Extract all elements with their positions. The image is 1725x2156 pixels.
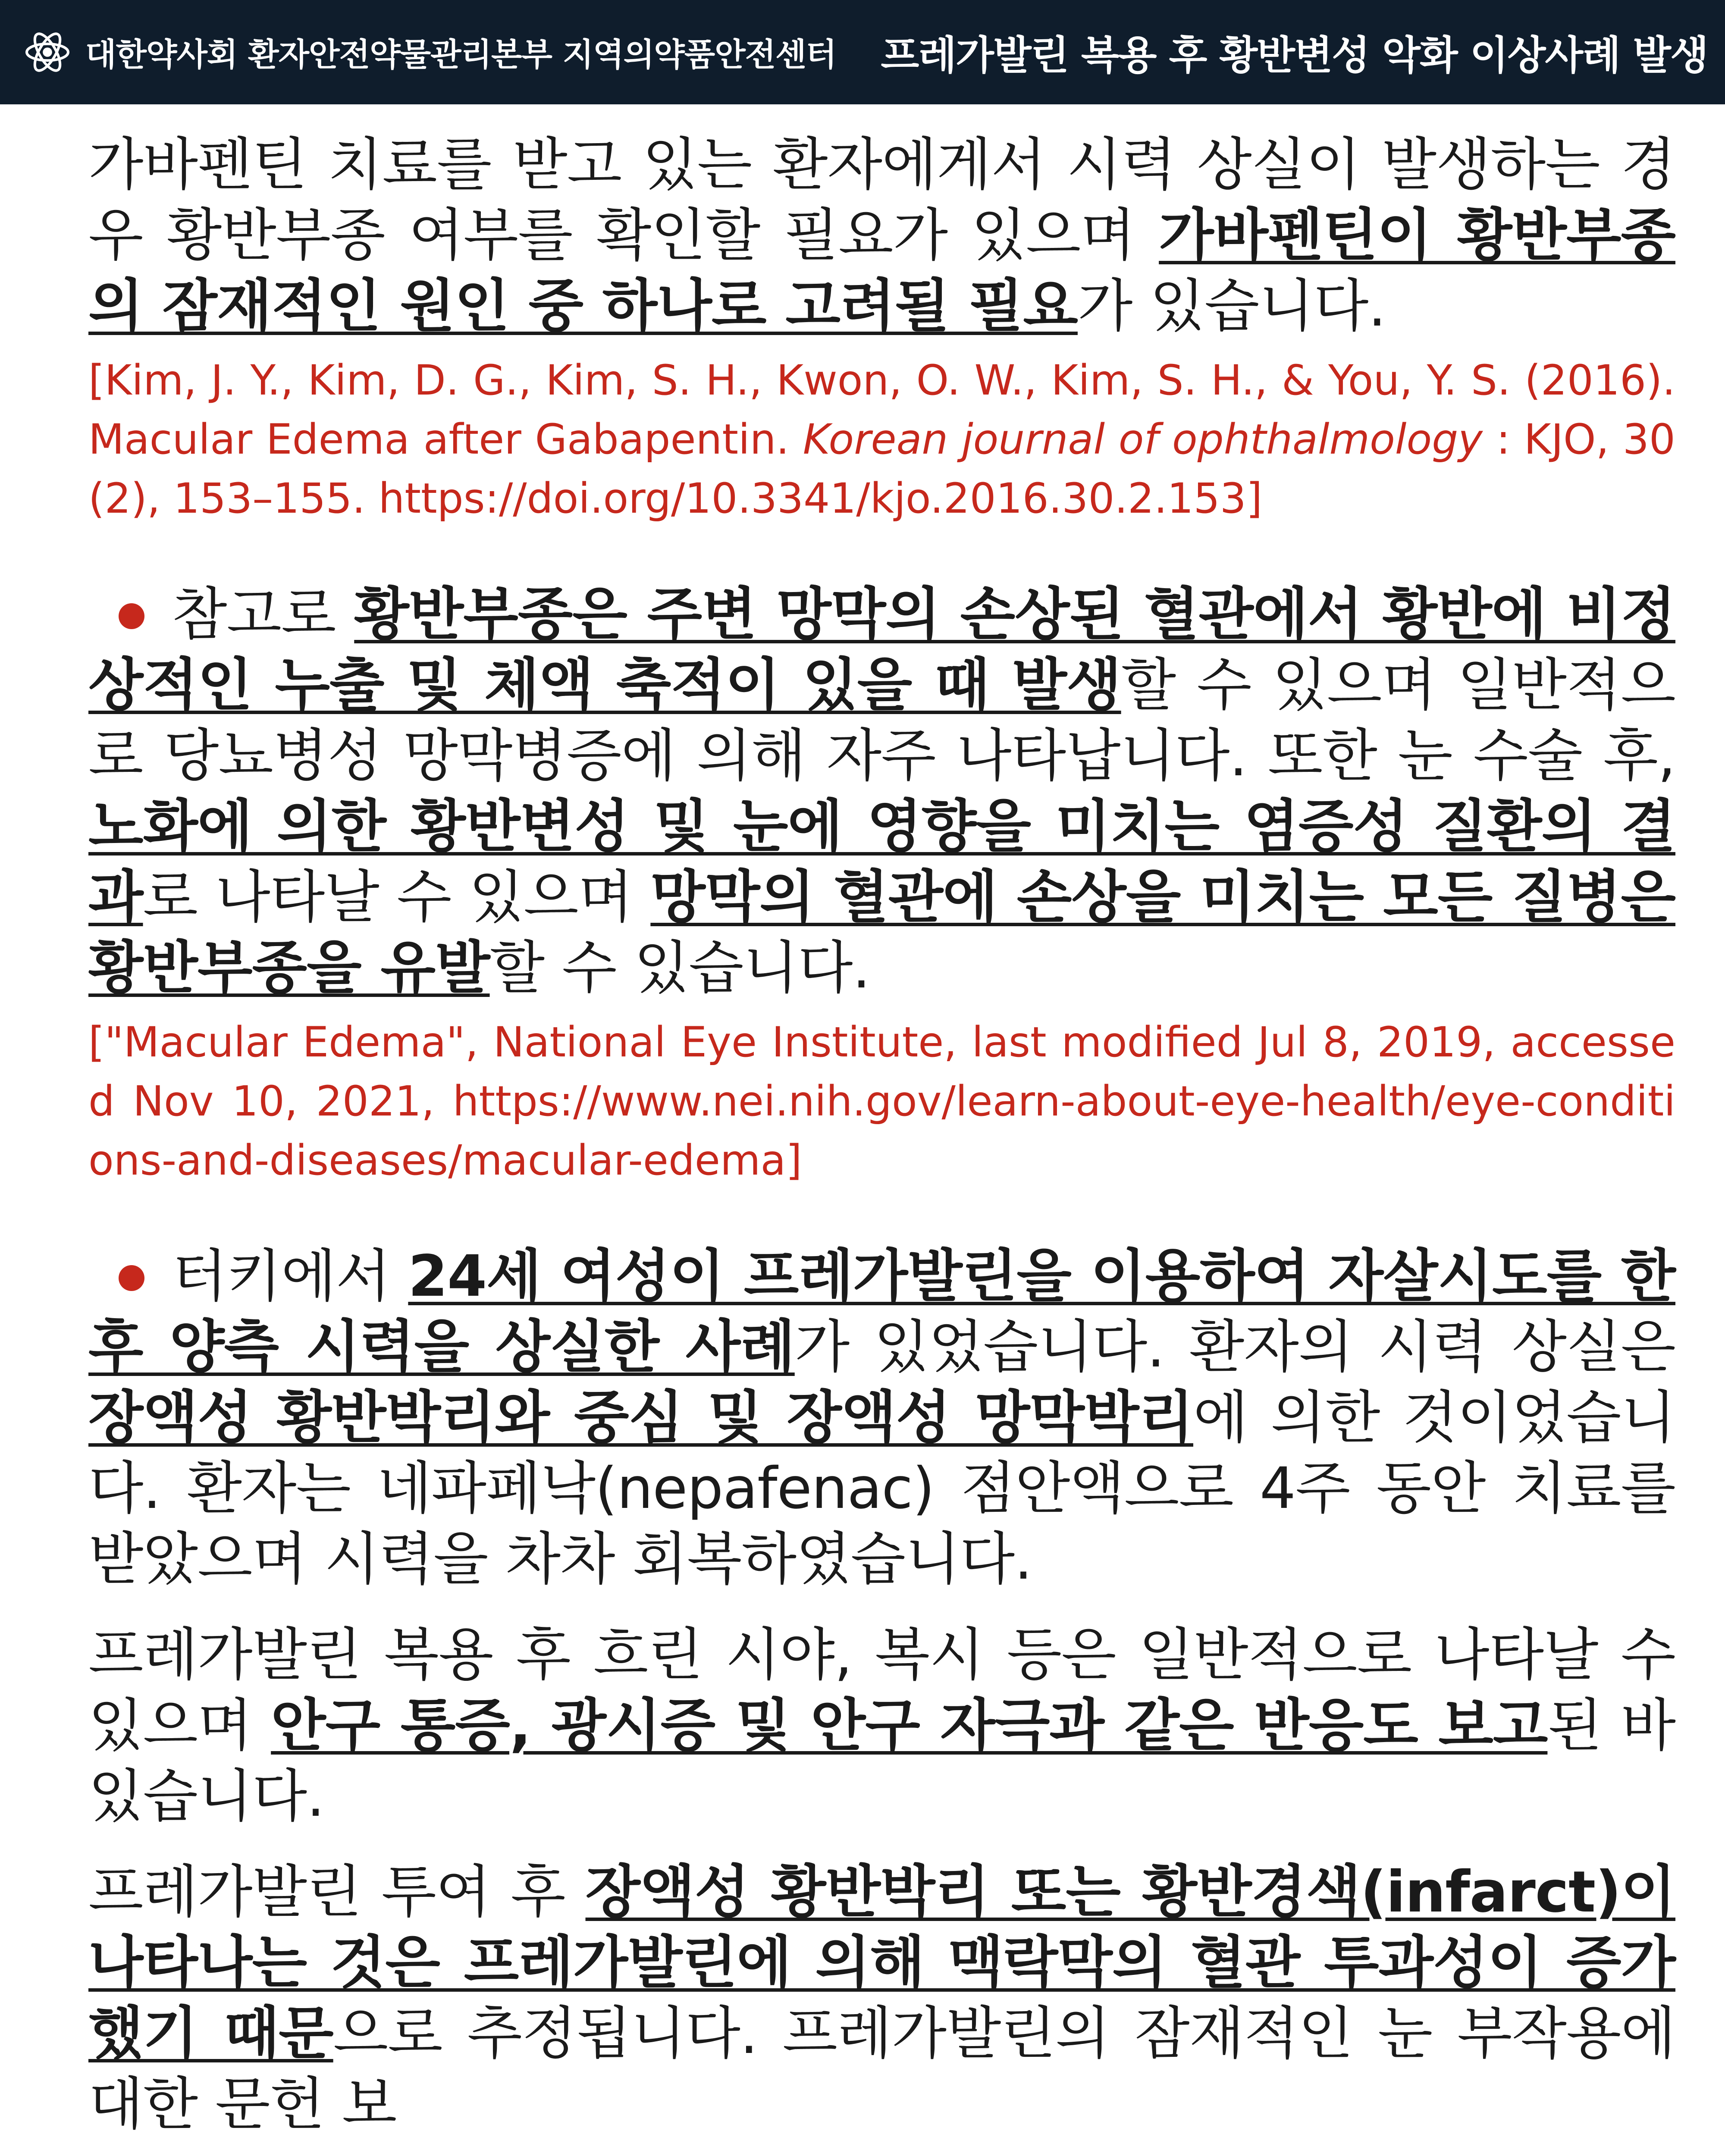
emphasis-text: 장액성 황반박리 또는 황반경색(infarct)이 나타나는 것은 프레가발린에 의해 맥락막의 혈관 투과성이 증가했기 때문 — [88, 1859, 1675, 2067]
organization-name: 대한약사회 환자안전약물관리본부 지역의약품안전센터 — [85, 36, 837, 73]
emphasis-text: 안구 통증, 광시증 및 안구 자극과 같은 반응도 보고 — [271, 1692, 1548, 1759]
emphasis-text: 가바펜틴이 황반부종의 잠재적인 원인 중 하나로 고려될 필요 — [88, 202, 1675, 339]
reference-kim-2016 — [88, 351, 1675, 528]
paragraph-gabapentin — [88, 129, 1675, 342]
paragraph-text: 가 있었습니다. 환자의 시력 상실은 — [794, 1314, 1676, 1380]
paragraph-text: 가바펜틴 치료를 받고 있는 환자에게서 시력 상실이 발생하는 경우 황반부종 여부를 확인할 필요가 있으며 — [88, 132, 1675, 269]
paragraph-text: 가 있습니다. — [1077, 273, 1386, 339]
reference-nei: ["Macular Edema", National Eye Institute, last modified Jul 8, 2019, accessed Nov 10, 2021, https://www.nei.nih.gov/learn-about-eye-health/eye-conditions-and-diseases/macular-edema] — [88, 1018, 1675, 1185]
paragraph-text: 참고로 — [172, 581, 354, 648]
reference-text: : KJO, 30(2), 153–155. https://doi.org/10.3341/kjo.2016.30.2.153] — [88, 415, 1676, 523]
paragraph-text: 터키에서 — [172, 1243, 408, 1310]
paragraph-text: 에 의한 것이었습니다. 환자는 네파페낙(nepafenac) 점안액으로 4주 동안 치료를 받았으며 시력을 차차 회복하였습니다. — [88, 1385, 1675, 1592]
paragraph-text: 프레가발린 복용 후 흐린 시야, 복시 등은 일반적으로 나타날 수 있으며 — [88, 1622, 1675, 1759]
organization — [22, 26, 836, 78]
paragraph-text: 된 바 있습니다. — [88, 1692, 1676, 1830]
paragraph-text: 로 나타날 수 있으며 — [143, 864, 651, 931]
kpa-logo-icon — [22, 26, 73, 78]
paragraph-text: 할 수 있으며 일반적으로 당뇨병성 망막병증에 의해 자주 나타납니다. 또한 눈 수술 후, — [88, 652, 1675, 789]
emphasis-text: 노화에 의한 황반변성 및 눈에 영향을 미치는 염증성 질환의 결과 — [88, 793, 1675, 931]
paragraph-text: 으로 추정됩니다. 프레가발린의 잠재적인 눈 부작용에 대한 문헌 보 — [88, 2000, 1675, 2137]
header-bar — [0, 0, 1725, 104]
emphasis-text: 망막의 혈관에 손상을 미치는 모든 질병은 황반부종을 유발 — [88, 864, 1675, 1001]
bullet-icon — [119, 603, 144, 629]
paragraph-text: 프레가발린 투여 후 — [88, 1859, 586, 1925]
document-title: 프레가발린 복용 후 황반변성 악화 이상사례 발생 — [881, 32, 1708, 78]
emphasis-text: 24세 여성이 프레가발린을 이용하여 자살시도를 한 후 양측 시력을 상실한 사례 — [88, 1243, 1675, 1380]
document-body — [88, 129, 1675, 2140]
paragraph-macular-edema — [88, 579, 1675, 1003]
paragraph-pregabalin-mechanism — [88, 1857, 1675, 2140]
journal-name: Korean journal of ophthalmology — [803, 415, 1483, 464]
paragraph-pregabalin-effects — [88, 1620, 1675, 1832]
reference-text: [Kim, J. Y., Kim, D. G., Kim, S. H., Kwon, O. W., Kim, S. H., & You, Y. S. (2016). Macular Edema after Gabapentin. — [88, 356, 1675, 464]
bullet-icon — [119, 1265, 144, 1291]
paragraph-text: 할 수 있습니다. — [489, 935, 870, 1001]
emphasis-text: 황반부종은 주변 망막의 손상된 혈관에서 황반에 비정상적인 누출 및 체액 축적이 있을 때 발생 — [88, 581, 1675, 718]
emphasis-text: 장액성 황반박리와 중심 및 장액성 망막박리 — [88, 1385, 1193, 1451]
paragraph-turkey-case — [88, 1241, 1675, 1595]
